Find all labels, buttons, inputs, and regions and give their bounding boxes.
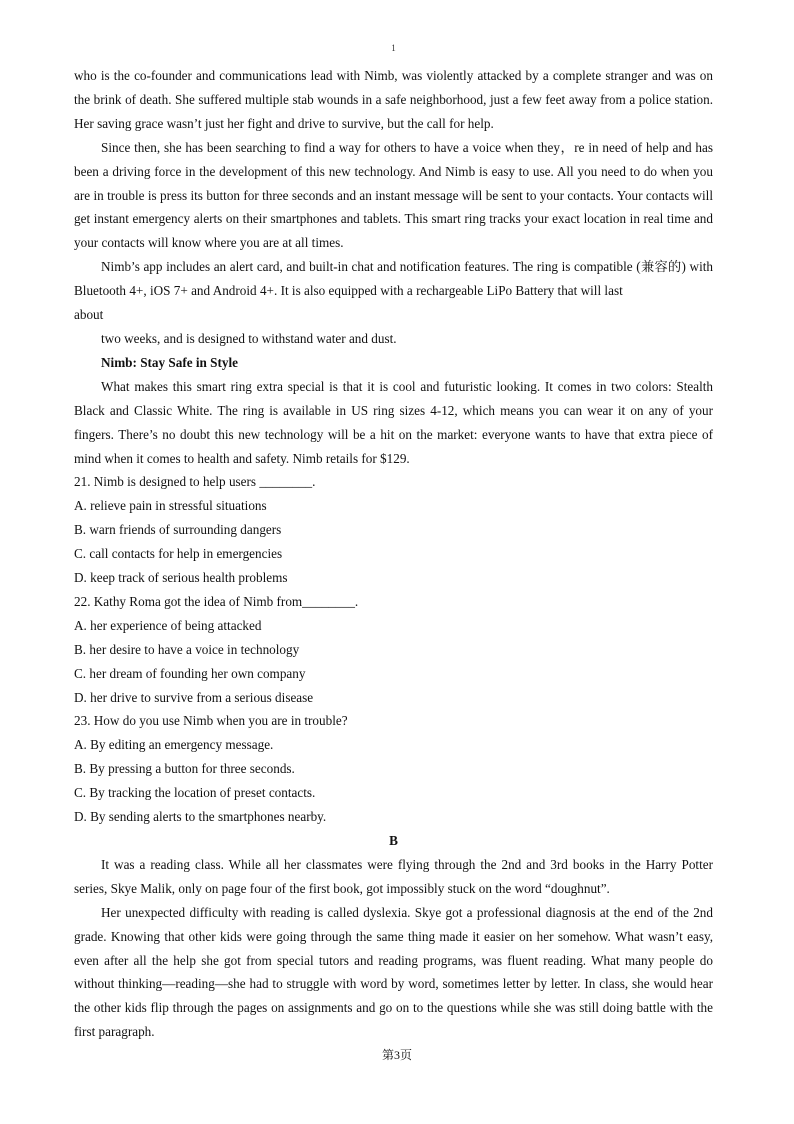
option-d: D. her drive to survive from a serious disease <box>74 689 314 705</box>
option-d: D. keep track of serious health problems <box>74 570 288 586</box>
option-c: C. By tracking the location of preset contacts. <box>74 785 316 801</box>
question-stem: 22. Kathy Roma got the idea of Nimb from________. <box>74 593 359 609</box>
section-b-paragraph-1: It was a reading class. While all her classmates were flying through the 2nd and 3rd books in the Harry Potter series, Skye Malik, only on page four of the first book, got impossibly stuck on the word “doughnut”. <box>74 856 713 896</box>
header-mark: 1 <box>391 43 396 53</box>
option-c: C. her dream of founding her own company <box>74 665 306 681</box>
option-c: C. call contacts for help in emergencies <box>74 546 283 562</box>
passage-a-paragraph-3: Nimb’s app includes an alert card, and built-in chat and notification features. The ring is compatible (兼容的) with Bluetooth 4+, iOS 7+ and Android 4+. It is also equipped with a rechargeable LiPo Battery that will last <box>74 259 713 299</box>
section-b-label: B <box>389 833 398 848</box>
question-23 <box>74 709 713 829</box>
option-a: A. relieve pain in stressful situations <box>74 498 267 514</box>
page-number: 第3页 <box>381 1048 412 1062</box>
section-b-paragraph-2: Her unexpected difficulty with reading is called dyslexia. Skye got a professional diagnosis at the end of the 2nd grade. Knowing that other kids were going through the same thing made it easier on her somehow. What wasn’t easy, even after all the help she got from special tutors and reading programs, was fluent reading. What many people do without thinking—reading—she had to struggle with word by word, sometimes letter by letter. In class, she would hear the other kids flip through the pages on assignments and go on to the questions while she was still doing battle with the first paragraph. <box>74 904 713 1040</box>
question-stem: 21. Nimb is designed to help users ________. <box>74 474 316 490</box>
option-a: A. By editing an emergency message. <box>74 737 274 753</box>
passage-a-paragraph-3-continued: about <box>74 307 104 323</box>
option-b: B. her desire to have a voice in technology <box>74 641 300 657</box>
passage-a-paragraph-4: What makes this smart ring extra special is that it is cool and futuristic looking. It comes in two colors: Stealth Black and Classic White. The ring is available in US ring sizes 4-12, which means you can wear it on any of your fingers. There’s no doubt this new technology will be a hit on the market: everyone wants to have that extra piece of mind when it comes to health and safety. Nimb retails for $129. <box>74 378 713 466</box>
question-21 <box>74 470 713 590</box>
document-page <box>74 40 713 1044</box>
option-b: B. warn friends of surrounding dangers <box>74 522 282 538</box>
passage-a-paragraph-2: Since then, she has been searching to find a way for others to have a voice when they，re in need of help and has been a driving force in the development of this new technology. And Nimb is easy to use. All you need to do when you are in trouble is press its button for three seconds and an instant message will be sent to your contacts. Your contacts will get instant emergency alerts on their smartphones and tablets. This smart ring tracks your exact location in real time and your contacts will know where you are at all times. <box>74 139 713 251</box>
question-22 <box>74 590 713 710</box>
passage-a-paragraph-3-end: two weeks, and is designed to withstand water and dust. <box>101 330 397 346</box>
passage-a-paragraph-1: who is the co-founder and communications lead with Nimb, was violently attacked by a complete stranger and was on the brink of death. She suffered multiple stab wounds in a safe neighborhood, just a few feet away from a police station. Her saving grace wasn’t just her fight and drive to survive, but the call for help. <box>74 68 713 131</box>
option-b: B. By pressing a button for three seconds. <box>74 761 295 777</box>
question-stem: 23. How do you use Nimb when you are in trouble? <box>74 713 348 729</box>
passage-a-subheading: Nimb: Stay Safe in Style <box>101 354 239 370</box>
option-a: A. her experience of being attacked <box>74 617 262 633</box>
option-d: D. By sending alerts to the smartphones nearby. <box>74 809 327 825</box>
